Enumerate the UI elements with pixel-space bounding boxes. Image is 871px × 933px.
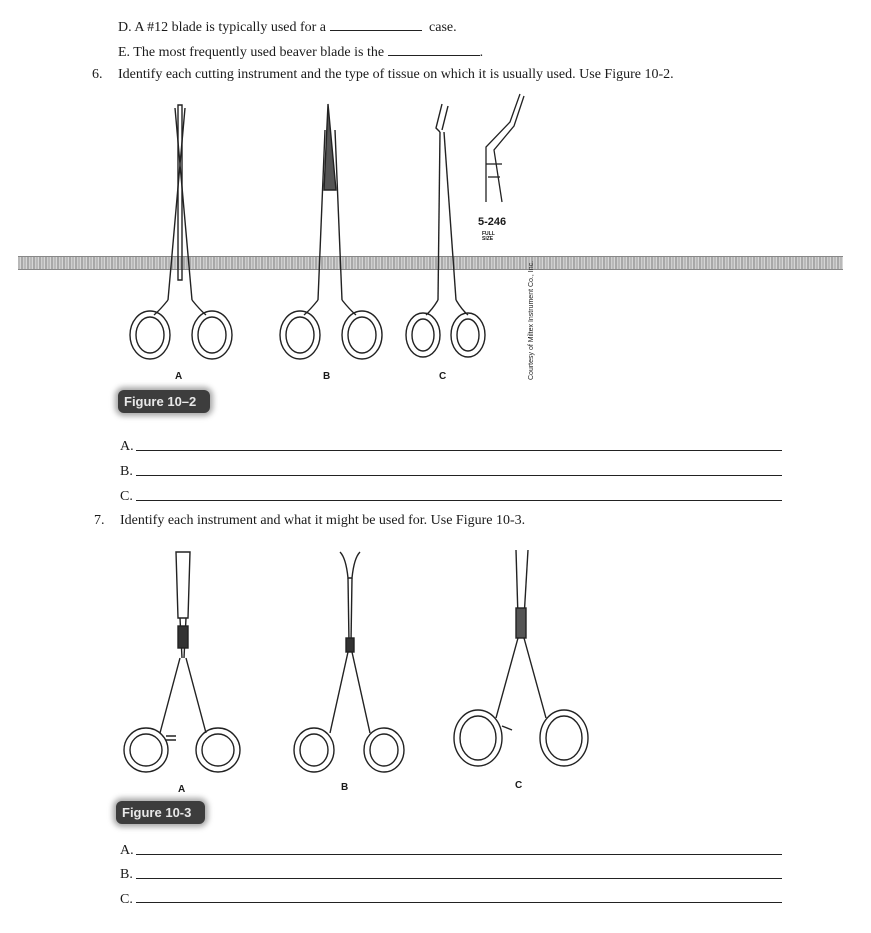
fig2-letter-a: A: [175, 371, 183, 382]
q6-answer-b-label: B.: [120, 464, 133, 479]
item-d-blank[interactable]: [330, 18, 422, 31]
question-7-text: Identify each instrument and what it might be used for. Use Figure 10-3.: [120, 513, 526, 528]
item-e-end: .: [479, 45, 484, 60]
q7-answer-a-line[interactable]: [136, 854, 782, 855]
question-6-number: 6.: [92, 67, 103, 82]
item-d-end: case.: [429, 20, 457, 35]
figure-10-3-label: Figure 10-3: [116, 801, 205, 824]
forceps-c-icon: [448, 548, 598, 778]
q6-answer-a-label: A.: [120, 439, 134, 454]
blade-size: FULL SIZE: [482, 231, 495, 242]
fig2-letter-c: C: [439, 371, 447, 382]
item-d-text: D. A #12 blade is typically used for a: [118, 20, 327, 35]
fig3-letter-c: C: [515, 780, 523, 791]
q6-answer-c-line[interactable]: [136, 500, 782, 501]
figure-10-2-label: Figure 10–2: [118, 390, 210, 413]
q7-answer-b-line[interactable]: [136, 878, 782, 879]
q7-answer-c-label: C.: [120, 892, 133, 907]
blade-code: 5-246: [478, 216, 507, 228]
item-e-blank[interactable]: [388, 43, 480, 56]
fig3-letter-b: B: [341, 782, 349, 793]
forceps-a-icon: [118, 548, 248, 778]
q6-answer-c-label: C.: [120, 489, 133, 504]
fig2-letter-b: B: [323, 371, 331, 382]
item-e-text: E. The most frequently used beaver blade is the: [118, 45, 385, 60]
q7-answer-a-label: A.: [120, 843, 134, 858]
q6-answer-a-line[interactable]: [136, 450, 782, 451]
scissors-a-icon: [120, 100, 240, 370]
item-e: [118, 43, 483, 61]
question-6-text: Identify each cutting instrument and the type of tissue on which it is usually used. Use Figure 10-2.: [118, 67, 674, 82]
forceps-b-icon: [290, 548, 420, 778]
q7-answer-c-line[interactable]: [136, 902, 782, 903]
item-d: [118, 18, 457, 36]
q6-answer-b-line[interactable]: [136, 475, 782, 476]
blade-tip-detail-icon: [472, 92, 532, 222]
courtesy-credit: Courtesy of Miltex Instrument Co., Inc.: [528, 260, 535, 380]
question-7-number: 7.: [94, 513, 105, 528]
scissors-b-icon: [270, 100, 390, 370]
q7-answer-b-label: B.: [120, 867, 133, 882]
fig3-letter-a: A: [178, 784, 186, 795]
